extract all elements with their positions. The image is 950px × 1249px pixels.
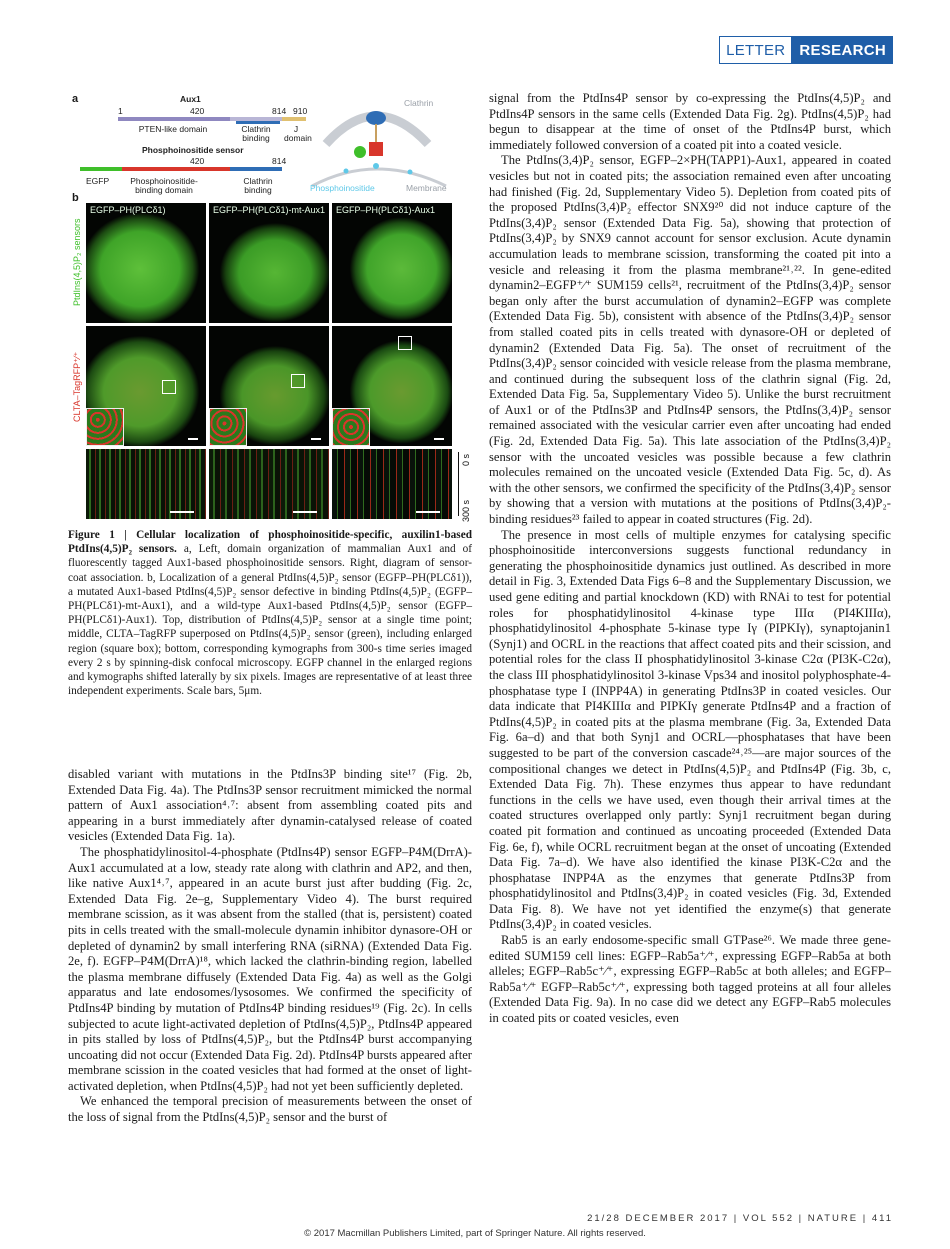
clathrin-binding-label-2: Clathrin binding — [243, 176, 273, 195]
row-label-sensors: PtdIns(4,5)P₂ sensors — [72, 218, 82, 306]
letter-label: LETTER — [719, 36, 792, 64]
journal-section-badge — [719, 36, 893, 64]
sensor-n814: 814 — [272, 156, 287, 166]
panel-a-letter: a — [72, 93, 79, 105]
aux1-n420: 420 — [190, 106, 205, 116]
diagram-clathrin-label: Clathrin — [404, 98, 434, 108]
region-box — [162, 380, 176, 394]
panel-b-letter: b — [72, 192, 79, 204]
scale-bar — [311, 438, 321, 440]
region-box — [398, 336, 412, 350]
j-domain-label: J domain — [284, 124, 312, 143]
egfp-circle — [354, 146, 366, 158]
phosphoinositide-dot — [344, 169, 349, 174]
left-paragraph-1: disabled variant with mutations in the PtdIns3P binding site¹⁷ (Fig. 2b, Extended Data Fig. 4a). The PtdIns3P sensor recruitment mimicked the normal pattern of Aux1 association⁴˒⁷: absent from assembling coated pits and appearing in a burst immediately after dynamin-catalysed release of coated vesicles (Extended Data Fig. 1a). — [68, 767, 472, 844]
j-domain-bar — [282, 117, 306, 121]
kymograph-3 — [332, 449, 452, 519]
issue-info: 21/28 DECEMBER 2017 | VOL 552 | NATURE | 411 — [587, 1213, 893, 1224]
scale-bar — [188, 438, 198, 440]
right-paragraph-4: Rab5 is an early endosome-specific small GTPase²⁶. We made three gene-edited SUM159 cell lines: EGFP–Rab5a⁺⁄⁺, expressing EGFP–Rab5a at both alleles; EGFP–Rab5c⁺⁄⁺, expressing EGFP–Rab5c at both alleles; and EGFP–Rab5a⁺⁄⁺ EGFP–Rab5c⁺⁄⁺, expressing both tagged proteins at all four alleles (Extended Data Fig. 9a). In no case did we detect any EGFP–Rab5 molecules in coated pits or coated vesicles, even — [489, 933, 891, 1026]
region-box — [291, 374, 305, 388]
sensor-title: Phosphoinositide sensor — [142, 145, 244, 155]
pten-label: PTEN-like domain — [138, 124, 208, 134]
diagram-membrane-label: Membrane — [406, 183, 447, 193]
column-label-2: EGFP–PH(PLCδ1)-mt-Aux1 — [213, 205, 326, 215]
left-paragraph-3: We enhanced the temporal precision of measurements between the onset of the loss of signal from the PtdIns(4,5)P₂ sensor and the burst of — [68, 1094, 472, 1125]
scale-bar — [434, 438, 444, 440]
pibd-label: Phosphoinositide-binding domain — [130, 176, 198, 195]
micrograph-sensor-mt-aux1 — [209, 203, 329, 323]
scale-bar — [293, 511, 317, 513]
enlarged-region-inset — [332, 408, 370, 446]
row-label-clta: CLTA–TagRFP⁺⁄⁺ — [72, 351, 82, 422]
caption-body: a, Left, domain organization of mammalian Aux1 and of fluorescently tagged Aux1-based phosphoinositide sensors. Right, diagram of sensor-coat association. b, Localization of a general PtdIns(4,5)P₂ sensor (EGFP–PH(PLCδ1)), a mutated Aux1-based PtdIns(4,5)P₂ sensor defective in binding PtdIns(4,5)P₂ (EGFP–PH(PLCδ1)-mt-Aux1), and a wild-type Aux1-based PtdIns(4,5)P₂ sensor (EGFP–PH(PLCδ1)-Aux1). Top, distribution of PtdIns(4,5)P₂ sensor at a single time point; middle, CLTA–TagRFP superposed on PtdIns(4,5)P₂ sensor (green), including enlarged region (square box); bottom, corresponding kymographs from 300-s time series imaged every 2 s by spinning-disk confocal microscopy. EGFP channel in the enlarged regions and kymographs shifted laterally by six pixels. Images are representative of at least three independent experiments. Scale bars, 5μm. — [68, 543, 473, 698]
micrograph-clta-overlay-1 — [86, 326, 206, 446]
aux1-title: Aux1 — [180, 94, 201, 104]
time-label-0: 0 s — [461, 453, 471, 466]
aux1-n814: 814 — [272, 106, 287, 116]
clathrin-binding-label: Clathrin binding — [241, 124, 271, 143]
enlarged-region-inset — [86, 408, 124, 446]
micrograph-sensor-egfp-ph — [86, 203, 206, 323]
figure-caption — [68, 528, 472, 698]
left-paragraph-2: The phosphatidylinositol-4-phosphate (PtdIns4P) sensor EGFP–P4M(DrrA)-Aux1 accumulated at a low, steady rate along with clathrin and AP2, and then, like native Aux1⁴˒⁷, appeared in an acute burst just after budding (Fig. 2c, Extended Data Fig. 2e–g, Supplementary Video 4). The burst required membrane scission, as it was absent from the stalled (that is, persistent) coated pits in cells treated with the small-molecule dynamin inhibitor dynasore-OH or depleted of dynamin2 by small interfering RNA (siRNA) (Extended Data Fig. 2e, f). EGFP–P4M(DrrA)¹⁸, which lacked the clathrin-binding region, labelled the plasma membrane diffusely (Extended Data Fig. 4a) as well as the Golgi apparatus and late endosomes/lysosomes. We confirmed the specificity of PtdIns4P binding by mutation of PtdIns4P binding residues¹⁹ (Fig. 2c). In cells subjected to acute light-activated depletion of PtdIns(4,5)P₂, PtdIns4P appeared in pits stalled by loss of PtdIns(4,5)P₂, but the PtdIns4P burst accompanying uncoating did not occur (Extended Data Fig. 2d). PtdIns4P bursts appeared after membrane scission in the coated vesicles that had formed at the onset of light-activated depletion, when PtdIns(4,5)P₂ had not yet been sufficiently depleted. — [68, 844, 472, 1093]
kymograph-2 — [209, 449, 329, 519]
pibd-bar — [122, 167, 230, 171]
sensor-coat-diagram — [306, 94, 456, 194]
scale-bar — [170, 511, 194, 513]
right-paragraph-3: The presence in most cells of multiple enzymes for catalysing specific phosphoinositide interconversions suggests functional redundancy in generating the phosphoinositide dynamics just outlined. As described in more detail in Fig. 3, Extended Data Figs 6–8 and the Supplementary Discussion, we used gene editing and partial knockdown (KD) with RNAi to test for potential roles for phosphatidylinositol 4-kinase type IIIα (PI4KIIIα), phosphatidylinositol 4-phosphate 5-kinase type Iγ (PIPKIγ), synaptojanin1 (Synj1) and OCRL in the reactions that affect coated pits and their scission, and potential roles for the class II phosphatidylinositol 3-kinase C2α (PI3K-C2α), the class III phosphatidylinositol 3-kinase Vps34 and inositol polyphosphate-4-phosphatase type I (INPP4A) in generating PtdIns3P in coated vesicles. Our data indicate that PI4KIIIα and PIPKIγ generate PtdIns4P and a fraction of PtdIns(4,5)P₂ in coated pits at the plasma membrane (Fig. 3a, Extended Data Fig. 6a–d) and that both Synj1 and OCRL—phosphatases that have been suggested to be part of the conversion cascade²⁴˒²⁵—are major sources of the compositional changes we detect in PtdIns(4,5)P₂ and PtdIns4P (Fig. 3b, c, Extended Data Fig. 7h). These enzymes thus appear to have redundant functions in the cells we have used, even though their arrival times at the coated structures overlapped only partly: Synj1 recruitment began during coated pit formation and continued as uncoating proceeded (Extended Data Fig. 6e, f), while OCRL recruitment began at the onset of uncoating (Extended Data Fig. 7a–d). We have also identified the kinase PI3K-C2α and the phosphatase INPP4A as the enzymes that generate PtdIns3P from phosphatidylinositol and PtdIns(3,4)P₂ in coated vesicles (Fig. 3d, Extended Data Fig. 8). We have not yet identified the enzyme(s) that generate PtdIns(3,4)P₂ in coated vesicles. — [489, 527, 891, 932]
micrograph-clta-overlay-3 — [332, 326, 452, 446]
egfp-label: EGFP — [86, 176, 110, 186]
right-paragraph-2: The PtdIns(3,4)P₂ sensor, EGFP–2×PH(TAPP1)-Aux1, appeared in coated vesicles but not in coated pits; the association remained even after uncoating had finished (Fig. 2d, Supplementary Video 5). Depletion from coated pits of the proposed PtdIns(3,4)P₂ effector SNX9²⁰ did not induce capture of the PtdIns(3,4)P₂ sensor (Extended Data Fig. 5a), showing that protection of PtdIns(3,4)P₂ by SNX9 cannot account for sensor exclusion. Acute dynamin accumulation leads to membrane scission, transforming the coated pit into a vesicle and releasing it from the plasma membrane²¹˒²². In gene-edited dynamin2–EGFP⁺⁄⁺ SUM159 cells²¹, recruitment of the PtdIns(3,4)P₂ sensor began only after the burst accumulation of dynamin2–EGFP was complete (Extended Data Fig. 5b), consistent with absence of the PtdIns(3,4)P₂ sensor from stalled coated pits in cells treated with dynasore-OH or depleted of dynamin2 (Extended Data Fig. 5a). The onset of recruitment of the PtdIns(3,4)P₂ sensor coincided with vesicle release from the plasma membrane, and continued during the subsequent loss of the clathrin signal (Fig. 2d, Extended Data Fig. 5a, Supplementary Video 5). Unlike the burst recruitment of Aux1 or of the PtdIns3P and PtdIns4P sensors, the PtdIns(3,4)P₂ sensor remained associated with the vesicular carrier even after uncoating had ended (Fig. 2d, Extended Data Fig. 5a). This late association of the PtdIns(3,4)P₂ sensor with the uncoated vesicles was possible because a few clathrin molecules remained on the uncoated vesicle (Extended Data Fig. 5c, d). As with the other sensors, we confirmed the specificity of the PtdIns(3,4)P₂ sensor by showing that a version with mutations at the positions of PtdIns(3,4)P₂-binding residues²³ failed to appear in coated structures (Fig. 2d). — [489, 153, 891, 527]
egfp-bar — [80, 167, 122, 171]
micrograph-sensor-aux1 — [332, 203, 452, 323]
pi-binding-box — [369, 142, 383, 156]
micrograph-clta-overlay-2 — [209, 326, 329, 446]
kymograph-1 — [86, 449, 206, 519]
copyright: © 2017 Macmillan Publishers Limited, part of Springer Nature. All rights reserved. — [304, 1228, 646, 1239]
enlarged-region-inset — [209, 408, 247, 446]
clathrin-binding-bar-2 — [230, 167, 282, 171]
clathrin-binding-blob — [366, 111, 386, 125]
column-label-3: EGFP–PH(PLCδ1)-Aux1 — [336, 205, 436, 215]
phosphoinositide-dot — [408, 170, 413, 175]
aux1-n1: 1 — [118, 106, 123, 116]
left-column — [68, 767, 472, 1126]
right-paragraph-1: signal from the PtdIns4P sensor by co-expressing the PtdIns(4,5)P₂ and PtdIns4P sensors in the same cells (Extended Data Fig. 2g). PtdIns(4,5)P₂ had begun to disappear at the time of onset of the PtdIns4P burst, which immediately followed conversion of a coated pit into a coated vesicle. — [489, 91, 891, 152]
aux1-n910: 910 — [293, 106, 308, 116]
column-label-1: EGFP–PH(PLCδ1) — [90, 205, 166, 215]
right-column — [489, 91, 891, 1027]
sensor-n420: 420 — [190, 156, 205, 166]
research-label: RESEARCH — [792, 36, 893, 64]
scale-bar — [416, 511, 440, 513]
caption-title: Figure 1 | Cellular localization of phosphoinositide-specific, auxilin1-based PtdIns(4,5)P₂ sensors. — [68, 529, 472, 556]
pten-domain-bar — [118, 117, 230, 121]
phosphoinositide-dot — [373, 163, 379, 169]
time-label-300: 300 s — [461, 499, 471, 522]
time-axis — [458, 452, 459, 516]
diagram-phosphoinositide-label: Phosphoinositide — [310, 183, 375, 193]
